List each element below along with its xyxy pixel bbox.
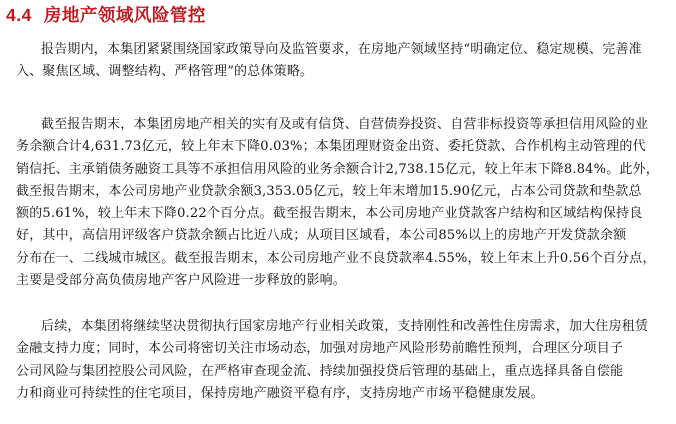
paragraph-line: 公司风险与集团控股公司风险，在严格审查现金流、持续加强投贷后管理的基础上，重点选择具备自偿能 (16, 363, 624, 379)
paragraph-outlook (16, 316, 668, 405)
section-number: 4.4 (6, 5, 32, 25)
paragraph-line: 截至报告期末，本公司房地产业贷款余额3,353.05亿元，较上年末增加15.90亿元，占本公司贷款和垫款总 (16, 183, 642, 199)
paragraph-line: 截至报告期末，本集团房地产相关的实有及或有信贷、自营债券投资、自营非标投资等承担信用风险的业 (41, 117, 649, 132)
section-heading (6, 3, 206, 28)
paragraph-line: 力和商业可持续性的住宅项目，保持房地产融资平稳有序，支持房地产市场平稳健康发展。 (16, 385, 545, 401)
section-title: 房地产领域风险管控 (43, 6, 206, 26)
paragraph-line: 好，其中，高信用评级客户贷款余额占比近八成；从项目区域看，本公司85%以上的房地产开发贷款余额 (16, 228, 627, 244)
paragraph-line: 分布在一、二线城市城区。截至报告期末，本公司房地产业不良贷款率4.55%，较上年末上升0.56个百分点， (16, 250, 656, 266)
paragraph-line: 销信托、主承销债务融资工具等不承担信用风险的业务余额合计2,738.15亿元，较上年末下降8.84%。此外， (16, 161, 659, 177)
paragraph-line: 后续，本集团将继续坚决贯彻执行国家房地产行业相关政策，支持刚性和改善性住房需求，加大住房租赁 (41, 319, 649, 334)
paragraph-line: 入、聚焦区域、调整结构、严格管理”的总体策略。 (16, 64, 314, 80)
paragraph-line: 报告期内，本集团紧紧围绕国家政策导向及监管要求，在房地产领域坚持“明确定位、稳定规模、完善准 (41, 42, 642, 57)
paragraph-line: 主要是受部分高负债房地产客户风险进一步释放的影响。 (16, 273, 347, 289)
paragraph-line: 额的5.61%，较上年末下降0.22个百分点。截至报告期末，本公司房地产业贷款客户结构和区域结构保持良 (16, 206, 643, 222)
paragraph-line: 务余额合计4,631.73亿元，较上年末下降0.03%；本集团理财资金出资、委托贷款、合作机构主动管理的代 (16, 139, 646, 155)
paragraph-line: 金融支持力度；同时，本公司将密切关注市场动态，加强对房地产风险形势前瞻性预判，合理区分项目子 (16, 341, 624, 357)
paragraph-balances (16, 114, 668, 292)
paragraph-strategy (16, 39, 668, 84)
